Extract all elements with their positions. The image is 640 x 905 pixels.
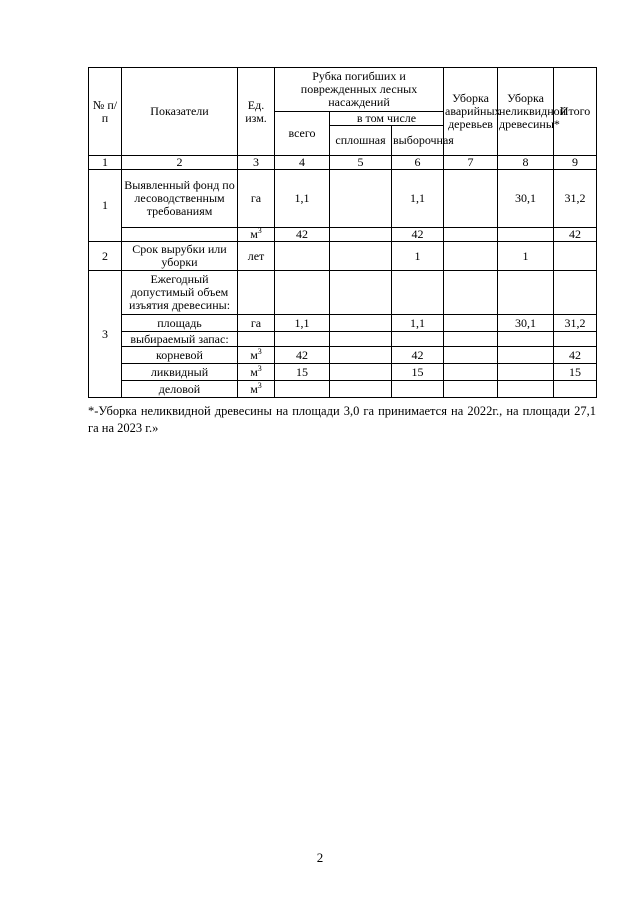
cell xyxy=(554,332,597,347)
cell: 42 xyxy=(392,347,444,364)
cell: 15 xyxy=(554,364,597,381)
cell xyxy=(238,332,275,347)
row-label: площадь xyxy=(122,315,238,332)
col-number: 6 xyxy=(392,156,444,170)
cell xyxy=(238,271,275,315)
unit-superscript: 3 xyxy=(257,226,262,235)
cell xyxy=(444,170,498,228)
header-emergency: Уборка аварийных деревьев xyxy=(444,68,498,156)
table-footnote: *-Уборка неликвидной древесины на площади 3,0 га принимается на 2022г., на площади 27,1 га на 2023 г.» xyxy=(88,404,596,435)
header-unit: Ед. изм. xyxy=(238,68,275,156)
row-num: 3 xyxy=(89,271,122,398)
row-label: ликвидный xyxy=(122,364,238,381)
cell xyxy=(392,381,444,398)
header-including: в том числе xyxy=(330,112,444,126)
col-number: 3 xyxy=(238,156,275,170)
cell xyxy=(330,271,392,315)
cell: 1,1 xyxy=(275,170,330,228)
cell: 31,2 xyxy=(554,170,597,228)
header-illiquid: Уборка неликвидной древесины* xyxy=(498,68,554,156)
cell xyxy=(554,271,597,315)
cell: 30,1 xyxy=(498,315,554,332)
cell xyxy=(392,271,444,315)
row-num: 1 xyxy=(89,170,122,242)
row-label xyxy=(122,228,238,242)
cell xyxy=(498,364,554,381)
header-total: Итого xyxy=(554,68,597,156)
cell: 1 xyxy=(498,242,554,271)
cell xyxy=(275,271,330,315)
cell: 31,2 xyxy=(554,315,597,332)
header-felling: Рубка погибших и поврежденных лесных насаждений xyxy=(275,68,444,112)
unit-superscript: 3 xyxy=(257,380,262,390)
cell xyxy=(330,228,392,242)
cell xyxy=(554,381,597,398)
row-unit xyxy=(238,347,275,364)
cell: 1,1 xyxy=(392,315,444,332)
cell: 42 xyxy=(392,228,444,242)
row-label: выбираемый запас: xyxy=(122,332,238,347)
row-label: корневой xyxy=(122,347,238,364)
col-number: 8 xyxy=(498,156,554,170)
row-unit: лет xyxy=(238,242,275,271)
col-number: 2 xyxy=(122,156,238,170)
cell xyxy=(275,381,330,398)
unit-superscript: 3 xyxy=(257,363,262,373)
cell xyxy=(444,242,498,271)
cell xyxy=(392,332,444,347)
row-label: деловой xyxy=(122,381,238,398)
cell xyxy=(498,271,554,315)
cell: 1,1 xyxy=(392,170,444,228)
cell xyxy=(498,347,554,364)
cell xyxy=(275,332,330,347)
header-clear: сплошная xyxy=(330,126,392,156)
col-number: 4 xyxy=(275,156,330,170)
unit-text: м xyxy=(250,347,258,362)
cell xyxy=(330,170,392,228)
cell xyxy=(330,242,392,271)
cell xyxy=(330,315,392,332)
cell xyxy=(498,332,554,347)
unit-text: м xyxy=(250,227,258,241)
col-number: 7 xyxy=(444,156,498,170)
row-label: Ежегодный допустимый объем изъятия древесины: xyxy=(122,271,238,315)
cell xyxy=(330,332,392,347)
unit-text: м xyxy=(250,381,258,396)
cell xyxy=(444,347,498,364)
cell xyxy=(330,381,392,398)
page-number: 2 xyxy=(316,850,324,865)
row-num: 2 xyxy=(89,242,122,271)
cell xyxy=(444,271,498,315)
cell xyxy=(444,315,498,332)
cell: 1,1 xyxy=(275,315,330,332)
cell: 1 xyxy=(392,242,444,271)
cell: 42 xyxy=(554,228,597,242)
cell xyxy=(554,242,597,271)
header-indicator: Показатели xyxy=(122,68,238,156)
col-number: 1 xyxy=(89,156,122,170)
row-label: Выявленный фонд по лесоводственным требованиям xyxy=(122,170,238,228)
cell xyxy=(444,364,498,381)
row-unit xyxy=(238,364,275,381)
cell xyxy=(498,381,554,398)
cell: 15 xyxy=(275,364,330,381)
cell: 15 xyxy=(392,364,444,381)
cell: 42 xyxy=(275,347,330,364)
cell xyxy=(444,228,498,242)
col-number: 9 xyxy=(554,156,597,170)
forest-indicators-table xyxy=(88,67,597,398)
row-unit xyxy=(238,228,275,242)
cell: 42 xyxy=(275,228,330,242)
row-unit: га xyxy=(238,315,275,332)
cell xyxy=(330,364,392,381)
cell xyxy=(330,347,392,364)
unit-superscript: 3 xyxy=(257,346,262,356)
header-total-felling: всего xyxy=(275,112,330,156)
cell: 42 xyxy=(554,347,597,364)
cell: 30,1 xyxy=(498,170,554,228)
unit-text: м xyxy=(250,364,258,379)
row-unit: га xyxy=(238,170,275,228)
cell xyxy=(275,242,330,271)
cell xyxy=(444,381,498,398)
col-number: 5 xyxy=(330,156,392,170)
row-label: Срок вырубки или уборки xyxy=(122,242,238,271)
cell xyxy=(498,228,554,242)
row-unit xyxy=(238,381,275,398)
cell xyxy=(444,332,498,347)
header-selective: выборочная xyxy=(392,126,444,156)
header-num: № п/п xyxy=(89,68,122,156)
